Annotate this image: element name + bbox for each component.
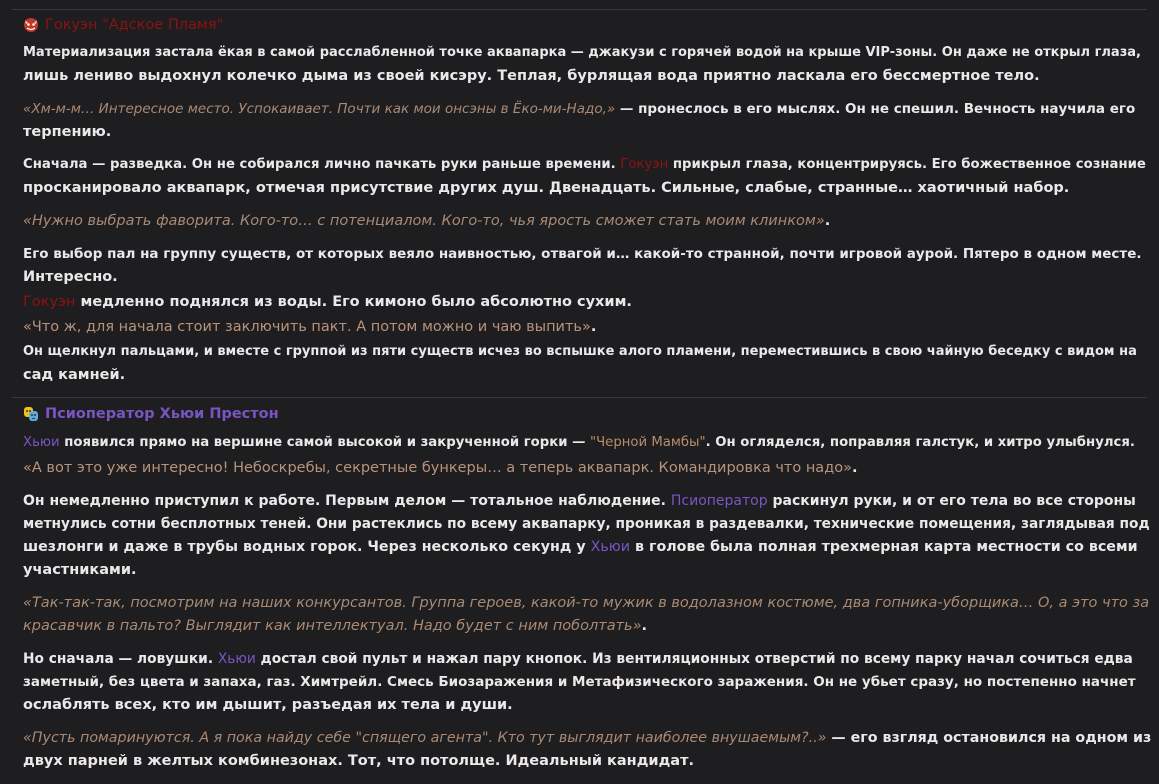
thought-quote: «Так-так-так, посмотрим на наших конкурсантов. Группа героев, какой-то мужик в водолазном костюме, два гопника-уборщика… О, а это что за (23, 595, 1150, 611)
bold-term: Метафизического заражения (572, 674, 804, 690)
paragraph-line: участниками. (23, 562, 137, 578)
bold-term: Химтрейл (300, 674, 378, 690)
ride-name: "Черной Мамбы" (590, 435, 706, 450)
paragraph-line (23, 651, 1133, 667)
demon-mask-icon (23, 17, 39, 33)
paragraph-line: двух парней в желтых комбинезонах. Тот, что потолще. Идеальный кандидат. (23, 753, 694, 769)
theater-masks-icon (23, 406, 39, 422)
paragraph-line: Его выбор пал на группу существ, от которых веяло наивностью, отвагой и… какой-то странной, почти игровой аурой. Пятеро в одном месте. (23, 246, 1142, 262)
thought-quote: «Хм-м-м… Интересное место. Успокаивает. Почти как мои онсэны в Ёко-ми-Надо,» (23, 101, 616, 117)
text-span: шезлонги и даже в трубы водных горок. Через несколько секунд у (23, 539, 591, 555)
thought-quote: «Пусть помаринуются. А я пока найду себе "спящего агента". Кто тут выглядит наиболее внушаемым?..» (23, 730, 827, 746)
paragraph-line (23, 213, 830, 229)
text-span: медленно поднялся из воды. Его кимоно было абсолютно сухим. (75, 294, 632, 310)
paragraph-line: метнулись сотни бесплотных теней. Они растеклись по всему аквапарку, проникая в раздевалки, технические помещения, заглядывая под (23, 516, 1150, 532)
paragraph-line (23, 674, 1136, 690)
paragraph-line: сад камней. (23, 367, 126, 383)
text-span: появился прямо на вершине самой высокой и закрученной горки — (59, 435, 590, 450)
character-name: Хьюи (590, 539, 631, 555)
text-span: прикрыл глаза, концентрируясь. Его божественное сознание (668, 157, 1146, 172)
text-span: . (851, 460, 858, 476)
character-name: Гокуэн (620, 157, 669, 172)
paragraph-line: ослаблять всех, кто им дышит, разъедая их тела и души. (23, 697, 513, 713)
text-span: . Он не убьет сразу, но постепенно начнет (803, 674, 1136, 690)
paragraph-line (23, 618, 647, 634)
paragraph-line (23, 730, 1151, 746)
text-span: и (553, 674, 573, 690)
text-span: . (590, 319, 597, 335)
paragraph-line (23, 435, 1135, 450)
top-divider (12, 9, 1147, 10)
character-name: Хьюи (217, 651, 256, 667)
text-span: . (824, 213, 831, 229)
paragraph-line: Он щелкнул пальцами, и вместе с группой из пяти существ исчез во вспышке алого пламени, переместившись в свою чайную беседку с видом на (23, 344, 1137, 359)
character-name: Псиоператор (670, 493, 768, 509)
paragraph-line (23, 539, 1138, 555)
text-span: заметный, без цвета и запаха, газ. (23, 674, 301, 690)
bold-term: Биозаражения (438, 674, 554, 690)
speech-quote: «Что ж, для начала стоит заключить пакт. А потом можно и чаю выпить» (23, 319, 591, 335)
text-span: . Смесь (377, 674, 439, 690)
paragraph-line (23, 101, 1135, 117)
paragraph-line (23, 294, 632, 310)
text-span: Сначала — разведка. Он не собирался лично пачкать руки раньше времени. (23, 157, 621, 172)
author-name[interactable]: Псиоператор Хьюи Престон (45, 406, 279, 422)
text-span: . Он огляделся, поправляя галстук, и хитро улыбнулся. (705, 435, 1135, 450)
speech-quote: «А вот это уже интересно! Небоскребы, секретные бункеры… а теперь аквапарк. Командировка что надо» (23, 460, 852, 476)
text-span: Он немедленно приступил к работе. Первым делом — тотальное наблюдение. (23, 493, 671, 509)
thought-quote: красавчик в пальто? Выглядит как интеллектуал. Надо будет с ним поболтать» (23, 618, 642, 634)
text-span: достал свой пульт и нажал пару кнопок. Из вентиляционных отверстий по всему парку начал сочиться едва (255, 651, 1133, 667)
character-name: Хьюи (23, 435, 60, 450)
paragraph-line (23, 493, 1136, 509)
paragraph-line: Интересно. (23, 269, 118, 285)
text-span: в голове была полная трехмерная карта местности со всеми (630, 539, 1138, 555)
text-span: Но сначала — ловушки. (23, 651, 218, 667)
author-name[interactable]: Гокуэн "Адское Пламя" (45, 17, 224, 33)
paragraph-line (23, 460, 857, 476)
paragraph-line (23, 595, 1149, 611)
post-header (23, 406, 279, 422)
paragraph-line (23, 157, 1146, 172)
paragraph-line (23, 319, 596, 335)
post-header (23, 17, 223, 33)
paragraph-line: терпению. (23, 124, 112, 140)
post-divider (12, 397, 1147, 398)
text-span: . (641, 618, 648, 634)
text-span: раскинул руки, и от его тела во все стороны (767, 493, 1136, 509)
paragraph-line: лишь лениво выдохнул колечко дыма из своей кисэру. Теплая, бурлящая вода приятно ласкала его бессмертное тело. (23, 68, 1040, 84)
thought-quote: «Нужно выбрать фаворита. Кого-то… с потенциалом. Кого-то, чья ярость сможет стать моим клинком» (23, 213, 825, 229)
paragraph-line: Материализация застала ёкая в самой расслабленной точке аквапарка — джакузи с горячей водой на крыше VIP-зоны. Он даже не открыл глаза, (23, 45, 1141, 60)
character-name: Гокуэн (23, 294, 76, 310)
text-span: — пронеслось в его мыслях. Он не спешил. Вечность научила его (615, 101, 1136, 117)
text-span: — его взгляд остановился на одном из (826, 730, 1152, 746)
paragraph-line: просканировало аквапарк, отмечая присутствие других душ. Двенадцать. Сильные, слабые, странные… хаотичный набор. (23, 180, 1070, 196)
